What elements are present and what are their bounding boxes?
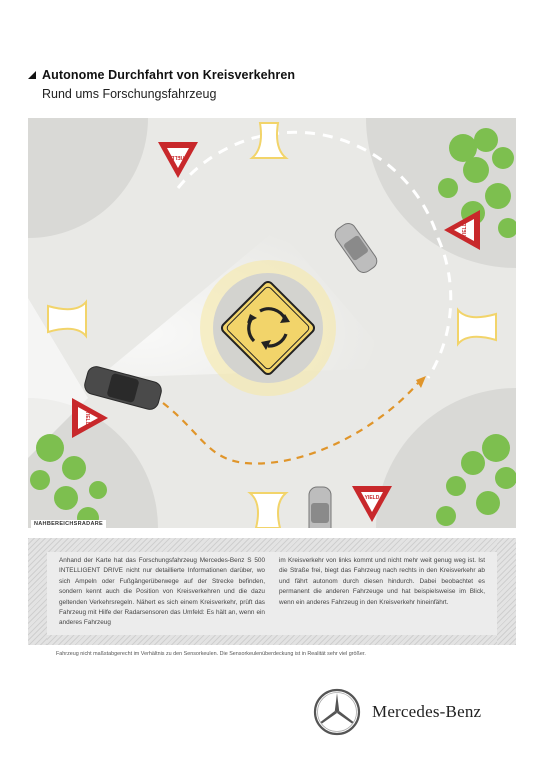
hatch-decoration [28, 538, 516, 552]
yield-sign-text: YIELD [84, 410, 90, 426]
title-row [28, 68, 508, 82]
hatch-decoration [497, 538, 516, 645]
page-title: Autonome Durchfahrt von Kreisverkehren [42, 68, 296, 82]
description-box [28, 538, 516, 645]
brand [312, 687, 481, 737]
radar-label: NAHBEREICHSRADARE [31, 520, 106, 528]
hatch-decoration [28, 635, 516, 645]
footnote: Fahrzeug nicht maßstabgerecht im Verhältnis zu den Sensorkeulen. Die Sensorkeulenüberdeckung ist in Realität sehr viel größer. [56, 651, 366, 657]
yield-sign-text: YIELD [364, 495, 380, 501]
description-column-2: im Kreisverkehr von links kommt und nicht mehr weit genug weg ist. Ist die Straße frei, biegt das Fahrzeug nach rechts in den Kreisverkehr ab und fährt autonom durch diesen hindurch. Dabei beobachtet es permanent die anderen Fahrzeuge und hat beispielsweise im Blick, wenn ein anderes Fahrzeug in den Kreisverkehr hineinfährt. [279, 557, 485, 606]
roundabout-svg [28, 118, 516, 528]
triangle-marker-icon [28, 71, 36, 79]
header [28, 68, 508, 101]
car-icon [309, 487, 331, 528]
description-column-1: Anhand der Karte hat das Forschungsfahrzeug Mercedes-Benz S 500 INTELLIGENT DRIVE nicht nur detaillierte Informationen darüber, wo sich Ampeln oder Fußgängerüberwege auf der Strecke befinden, sondern kennt auch die Position von Kreisverkehren und die dazu geltenden Verkehrsregeln. Nähert es sich einem Kreisverkehr, prüft das Fahrzeug mit Hilfe der Radarsensoren das Umfeld: Es hält an, wenn ein anderes Fahrzeug [59, 557, 265, 627]
hatch-decoration [28, 538, 47, 645]
brand-name: Mercedes-Benz [372, 702, 482, 721]
description-text [47, 552, 497, 635]
yield-sign-text: YIELD [462, 222, 468, 238]
yield-sign-text: YIELD [170, 154, 186, 160]
page-subtitle: Rund ums Forschungsfahrzeug [42, 87, 217, 101]
roundabout-illustration [28, 118, 516, 528]
mercedes-star-icon [312, 687, 362, 737]
